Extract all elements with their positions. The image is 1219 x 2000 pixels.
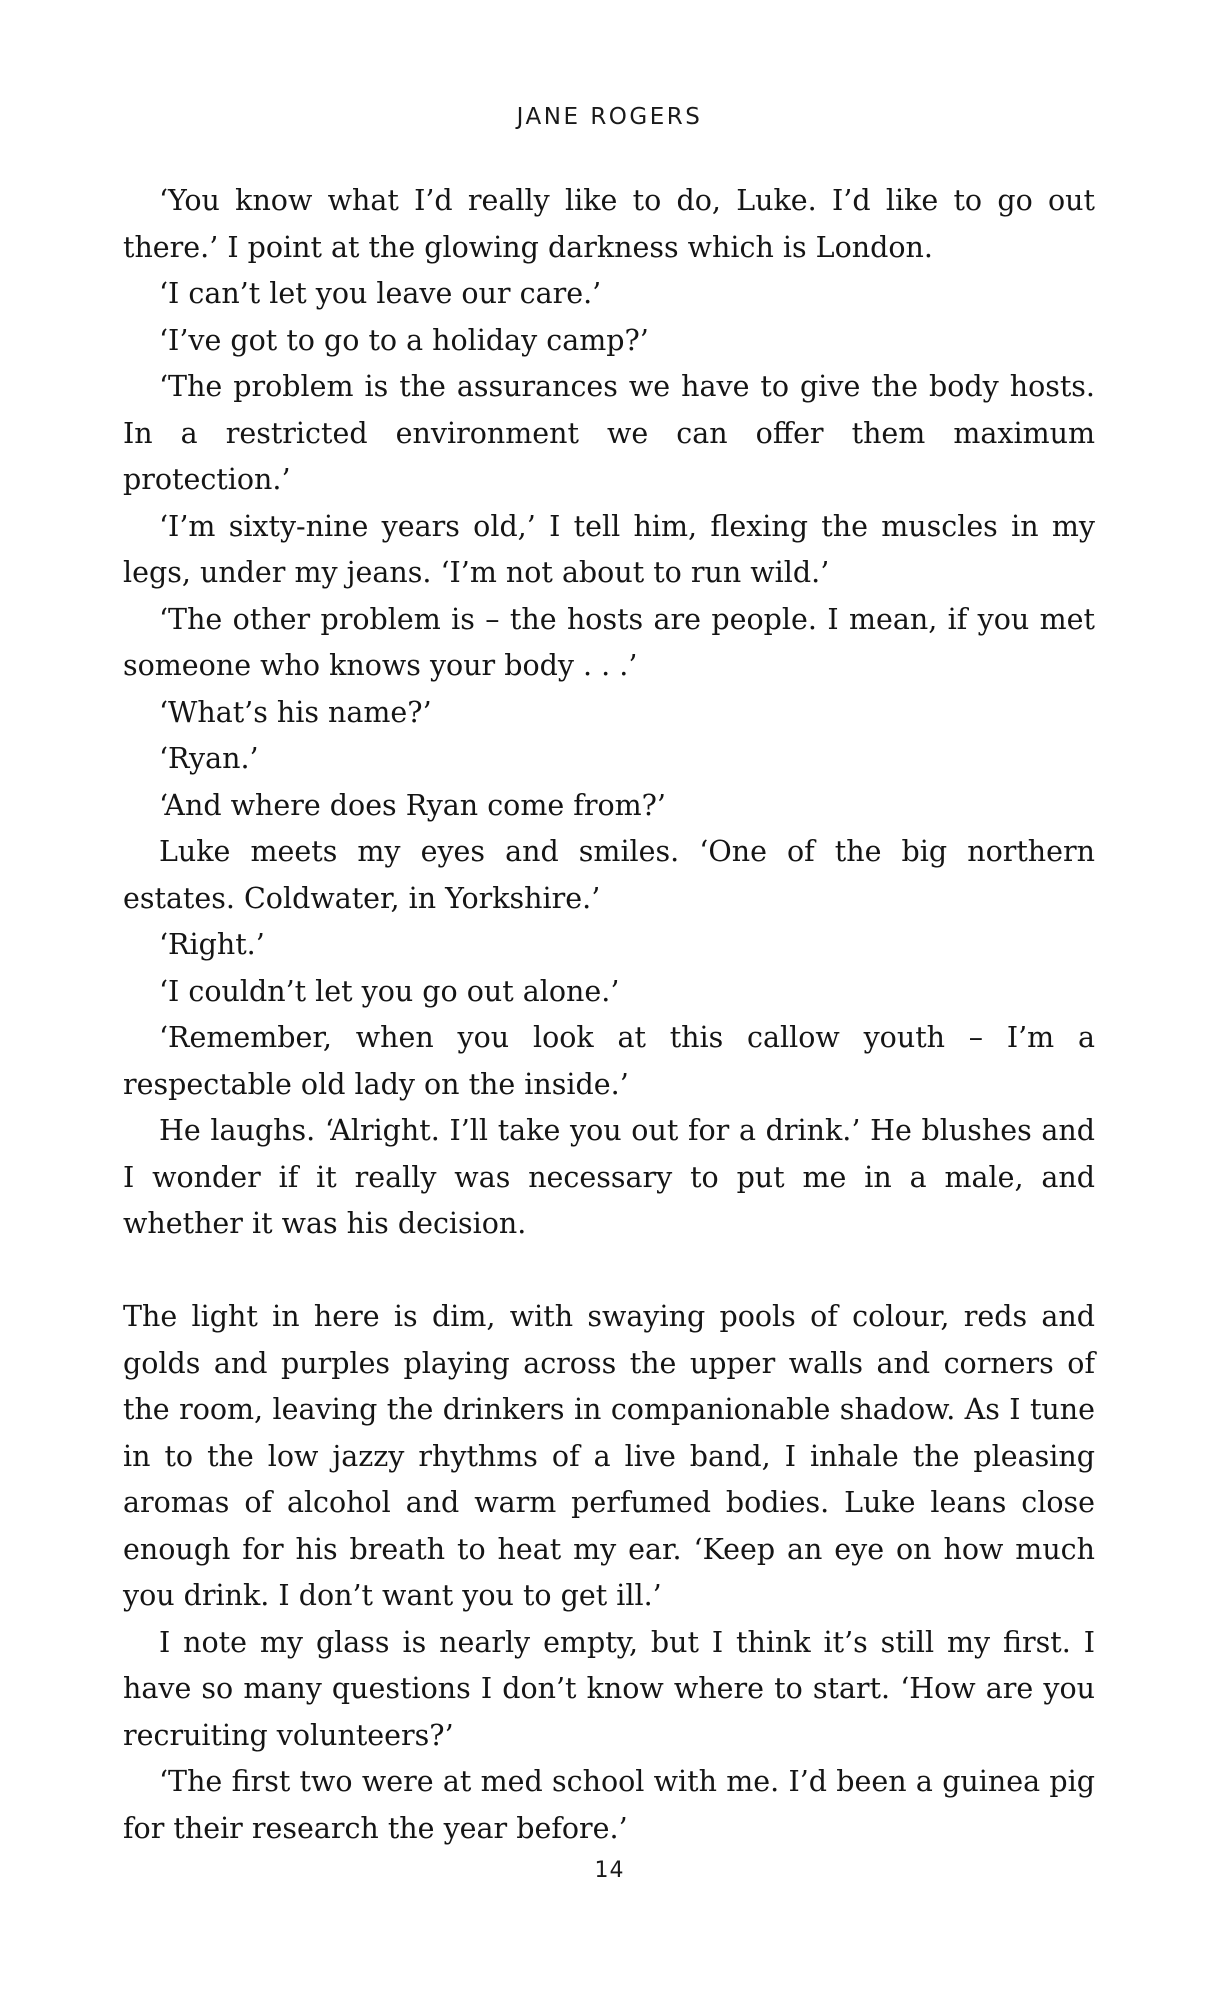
paragraph: ‘The other problem is – the hosts are people. I mean, if you met someone who knows your body . . .’ xyxy=(123,602,1095,682)
paragraph: ‘Right.’ xyxy=(159,928,265,961)
page-number: 14 xyxy=(594,1858,625,1883)
paragraph: ‘The problem is the assurances we have to give the body hosts. In a restricted environment we can offer them maximum protection.’ xyxy=(123,370,1095,496)
paragraph: He laughs. ‘Alright. I’ll take you out for a drink.’ He blushes and I wonder if it really was necessary to put me in a male, and whether it was his decision. xyxy=(123,1114,1095,1240)
paragraph: ‘Ryan.’ xyxy=(159,742,259,775)
section-break xyxy=(123,1248,1095,1295)
paragraph: ‘The first two were at med school with me. I’d been a guinea pig for their research the year before.’ xyxy=(123,1765,1095,1845)
paragraph: ‘You know what I’d really like to do, Luke. I’d like to go out there.’ I point at the glowing darkness which is London. xyxy=(123,184,1095,264)
paragraph: ‘And where does Ryan come from?’ xyxy=(159,788,666,822)
paragraph: ‘I’m sixty-nine years old,’ I tell him, flexing the muscles in my legs, under my jeans. ‘I’m not about to run wild.’ xyxy=(123,509,1095,589)
paragraph: ‘Remember, when you look at this callow youth – I’m a respectable old lady on the inside.’ xyxy=(123,1021,1095,1101)
paragraph: ‘I couldn’t let you go out alone.’ xyxy=(159,974,620,1008)
running-header: JANE ROGERS xyxy=(516,104,703,130)
paragraph: The light in here is dim, with swaying pools of colour, reds and golds and purples playing across the upper walls and corners of the room, leaving the drinkers in companionable shadow. As I tune in to the low jazzy rhythms of a live band, I inhale the pleasing aromas of alcohol and warm perfumed bodies. Luke leans close enough for his breath to heat my ear. ‘Keep an eye on how much you drink. I don’t want you to get ill.’ xyxy=(123,1300,1095,1612)
paragraph: Luke meets my eyes and smiles. ‘One of the big northern estates. Coldwater, in Yorkshire.’ xyxy=(123,835,1095,915)
paragraph: ‘What’s his name?’ xyxy=(159,695,432,729)
paragraph: ‘I can’t let you leave our care.’ xyxy=(159,277,602,310)
paragraph: ‘I’ve got to go to a holiday camp?’ xyxy=(159,323,649,357)
body-text xyxy=(123,178,1095,1852)
paragraph: I note my glass is nearly empty, but I think it’s still my first. I have so many questions I don’t know where to start. ‘How are you recruiting volunteers?’ xyxy=(123,1625,1095,1752)
